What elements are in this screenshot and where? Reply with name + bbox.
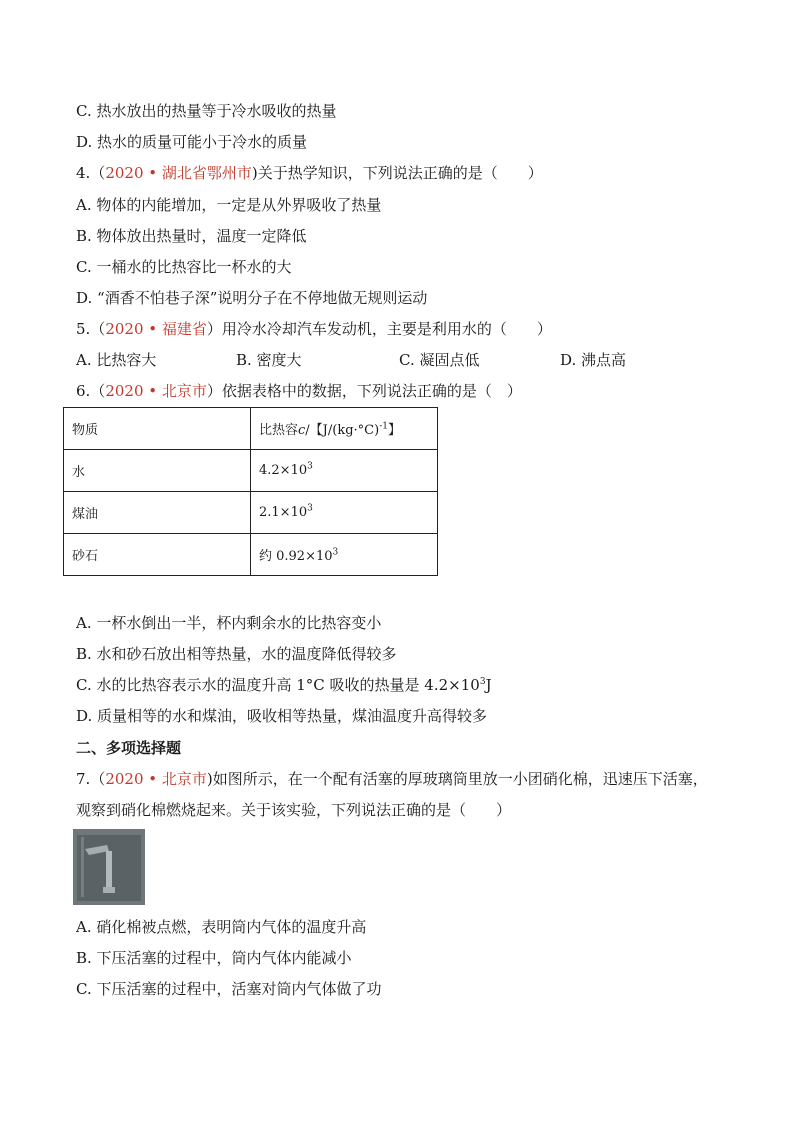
q6-option-c bbox=[76, 675, 492, 695]
glass-tube-image bbox=[73, 829, 145, 905]
q4-number: 4.（ bbox=[76, 164, 106, 182]
q5-text: ）用冷水冷却汽车发动机，主要是利用水的（ ） bbox=[206, 320, 552, 338]
q6-option-d: D. 质量相等的水和煤油，吸收相等热量，煤油温度升高得较多 bbox=[76, 707, 488, 725]
header-end: 】 bbox=[387, 423, 401, 438]
q7-option-a: A. 硝化棉被点燃，表明筒内气体的温度升高 bbox=[76, 918, 367, 936]
specific-heat-table bbox=[63, 407, 438, 576]
section-heading: 二、多项选择题 bbox=[76, 739, 182, 757]
value-sup: 3 bbox=[307, 461, 313, 472]
q6-source: 2020 • 北京市 bbox=[105, 382, 207, 400]
header-sup: -1 bbox=[379, 421, 388, 432]
header-symbol: c bbox=[298, 423, 306, 438]
table-cell-value bbox=[251, 492, 438, 534]
table-cell-name: 煤油 bbox=[64, 492, 251, 534]
q7-stem-line2: 观察到硝化棉燃烧起来。关于该实验，下列说法正确的是（ ） bbox=[76, 801, 512, 819]
q5-number: 5.（ bbox=[76, 320, 106, 338]
q7-option-b: B. 下压活塞的过程中，筒内气体内能减小 bbox=[76, 949, 352, 967]
q4-stem bbox=[76, 163, 543, 183]
q6-option-b: B. 水和砂石放出相等热量，水的温度降低得较多 bbox=[76, 645, 397, 663]
table-cell-value bbox=[251, 534, 438, 576]
q3-option-d: D. 热水的质量可能小于冷水的质量 bbox=[76, 133, 308, 151]
q5-option-d: D. 沸点高 bbox=[560, 351, 627, 369]
value-sup: 3 bbox=[307, 503, 313, 514]
value-text: 4.2×10 bbox=[259, 463, 308, 478]
q3-option-c: C. 热水放出的热量等于冷水吸收的热量 bbox=[76, 102, 337, 120]
table-cell-name: 水 bbox=[64, 450, 251, 492]
q6-number: 6.（ bbox=[76, 382, 106, 400]
q6-stem bbox=[76, 381, 522, 401]
q7-text: )如图所示，在一个配有活塞的厚玻璃筒里放一小团硝化棉，迅速压下活塞， bbox=[206, 770, 708, 788]
q6-option-a: A. 一杯水倒出一半，杯内剩余水的比热容变小 bbox=[76, 614, 382, 632]
q5-option-b: B. 密度大 bbox=[236, 351, 302, 369]
header-text: 比热容 bbox=[259, 423, 299, 438]
q5-options bbox=[76, 350, 626, 370]
q6-c-sup: 3 bbox=[479, 677, 486, 687]
q4-option-a: A. 物体的内能增加，一定是从外界吸收了热量 bbox=[76, 196, 382, 214]
table-row bbox=[64, 534, 438, 576]
q6-c-text: C. 水的比热容表示水的温度升高 1°C 吸收的热量是 4.2×10 bbox=[76, 676, 480, 694]
q6-c-unit: J bbox=[485, 676, 492, 694]
q4-option-b: B. 物体放出热量时，温度一定降低 bbox=[76, 227, 307, 245]
table-row bbox=[64, 450, 438, 492]
q5-option-c: C. 凝固点低 bbox=[399, 351, 480, 369]
table-header-substance: 物质 bbox=[64, 408, 251, 450]
experiment-photo bbox=[73, 829, 145, 905]
q4-option-d: D. “酒香不怕巷子深”说明分子在不停地做无规则运动 bbox=[76, 289, 428, 307]
q4-text: )关于热学知识，下列说法正确的是（ ） bbox=[251, 164, 543, 182]
header-unit: /【J/(kg·°C) bbox=[305, 423, 380, 438]
q5-source: 2020 • 福建省 bbox=[105, 320, 207, 338]
value-sup: 3 bbox=[332, 547, 339, 558]
q4-option-c: C. 一桶水的比热容比一杯水的大 bbox=[76, 258, 292, 276]
q7-number: 7.（ bbox=[76, 770, 106, 788]
value-text: 约 0.92×10 bbox=[259, 549, 333, 564]
q6-text: ）依据表格中的数据，下列说法正确的是（ ） bbox=[206, 382, 522, 400]
q7-option-c: C. 下压活塞的过程中，活塞对筒内气体做了功 bbox=[76, 980, 382, 998]
table-cell-value bbox=[251, 450, 438, 492]
table-row bbox=[64, 408, 438, 450]
table-header-heat bbox=[251, 408, 438, 450]
value-text: 2.1×10 bbox=[259, 505, 308, 520]
q7-stem bbox=[76, 769, 708, 789]
q5-stem bbox=[76, 319, 552, 339]
q4-source: 2020 • 湖北省鄂州市 bbox=[105, 164, 252, 182]
q5-option-a: A. 比热容大 bbox=[76, 351, 157, 369]
table-cell-name: 砂石 bbox=[64, 534, 251, 576]
q7-source: 2020 • 北京市 bbox=[105, 770, 207, 788]
table-row bbox=[64, 492, 438, 534]
